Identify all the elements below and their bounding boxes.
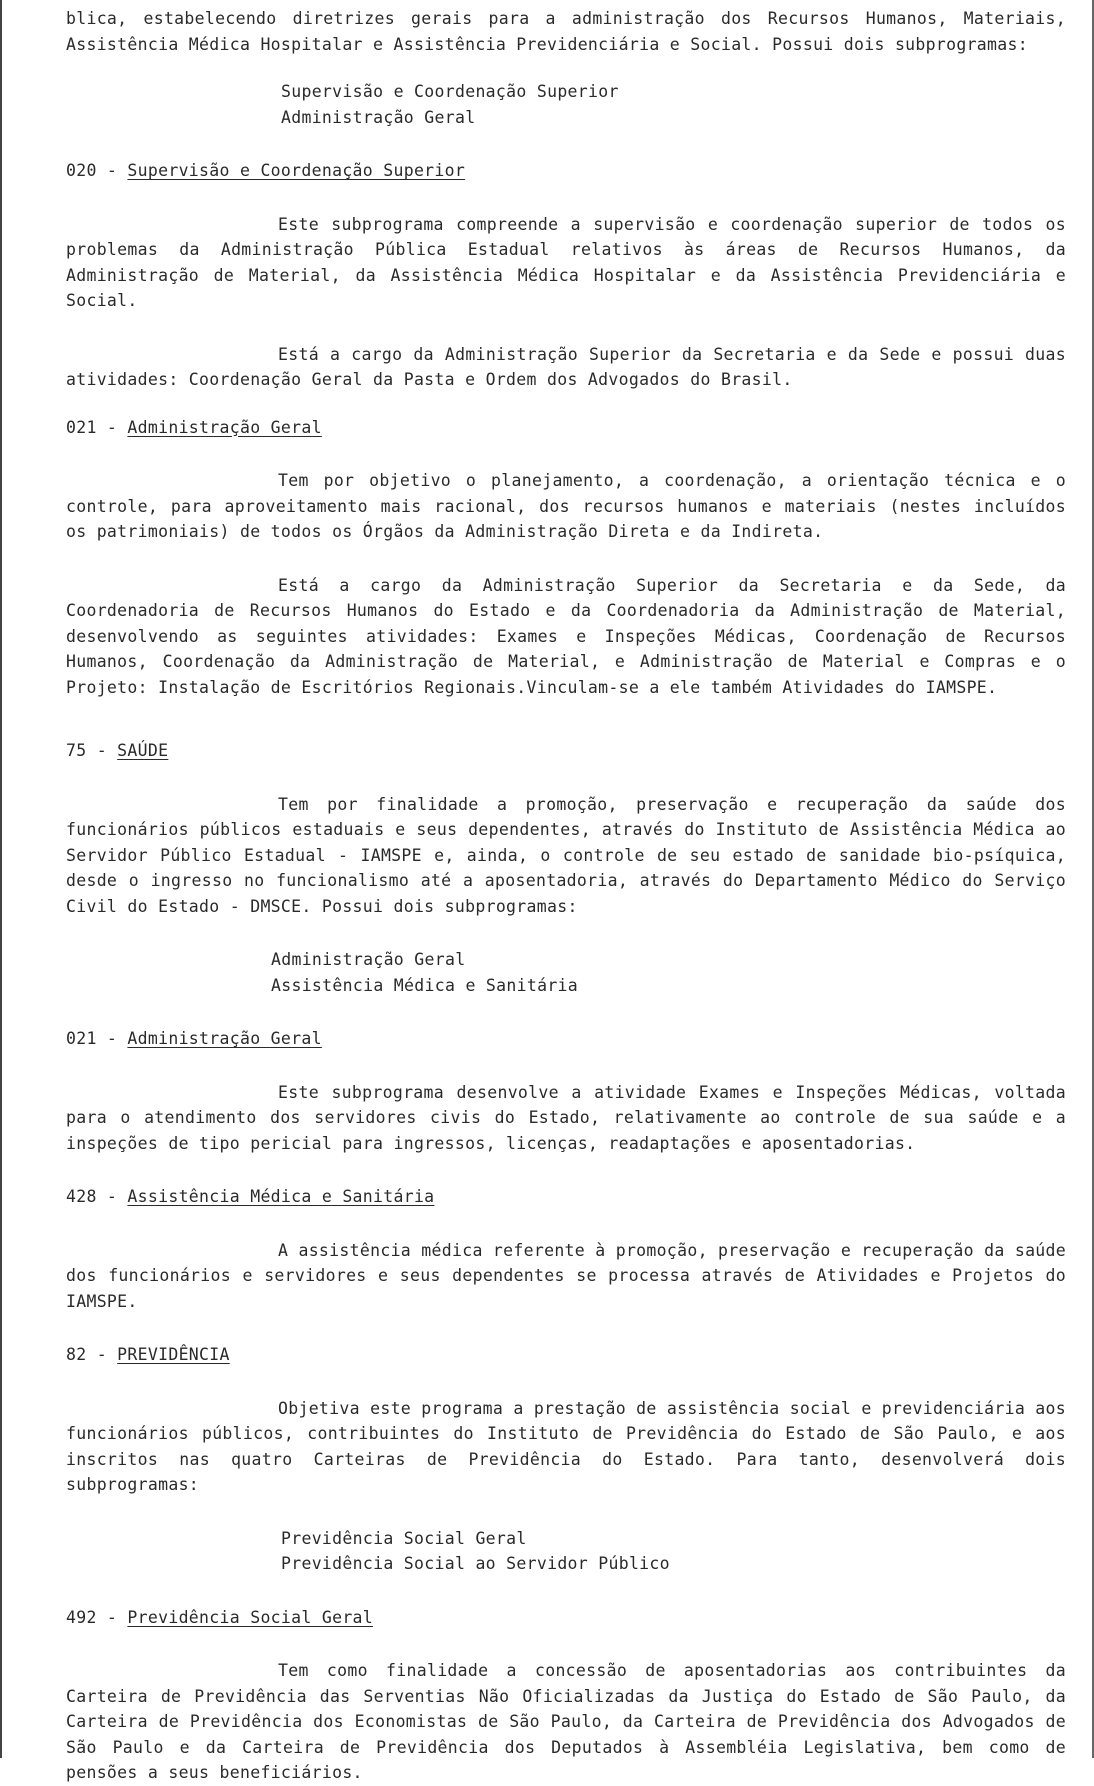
list-item: Previdência Social ao Servidor Público — [281, 1554, 670, 1573]
heading-title: PREVIDÊNCIA — [117, 1345, 230, 1364]
section-heading-75 — [66, 738, 1066, 764]
section-heading-428 — [66, 1184, 1066, 1210]
heading-code: 428 - — [66, 1187, 118, 1206]
heading-title: Administração Geral — [127, 417, 322, 437]
paragraph: Tem por finalidade a promoção, preservação e recuperação da saúde dos funcionários públicos estaduais e seus dependentes, através do Instituto de Assistência Médica ao Servidor Público Estadual - IAMSPE e, ainda, o controle de seu estado de sanidade bio-psíquica, desde o ingresso no funcionalismo até a aposentadoria, através do Departamento Médico do Serviço Civil do Estado - DMSCE. Possui dois subprogramas: — [66, 794, 1066, 916]
heading-code: 021 - — [66, 417, 118, 437]
heading-code: 492 - — [66, 1607, 118, 1627]
heading-title: Administração Geral — [127, 1029, 322, 1048]
paragraph: Este subprograma compreende a supervisão e coordenação superior de todos os problemas da Administração Pública Estadual relativos às áreas de Recursos Humanos, da Administração de Material, da Assistência Médica Hospitalar e da Assistência Previdenciária e Social. — [66, 214, 1066, 310]
heading-title: Previdência Social Geral — [127, 1607, 374, 1627]
paragraph: A assistência médica referente à promoção, preservação e recuperação da saúde dos funcionários e servidores e seus dependentes se processa através de Atividades e Projetos do IAMSPE. — [66, 1240, 1067, 1311]
list-item: Supervisão e Coordenação Superior — [281, 82, 619, 101]
heading-code: 020 - — [66, 161, 118, 180]
document-body — [66, 6, 1066, 1786]
section-heading-82 — [66, 1342, 1066, 1368]
paragraph: Este subprograma desenvolve a atividade Exames e Inspeções Médicas, voltada para o atendimento dos servidores civis do Estado, relativamente ao controle de sua saúde e a inspeções de tipo pericial para ingressos, licenças, readaptações e aposentadorias. — [66, 1082, 1066, 1153]
heading-code: 75 - — [66, 741, 107, 760]
heading-code: 82 - — [66, 1345, 107, 1364]
section-heading-492 — [66, 1605, 1066, 1631]
section-heading-021 — [66, 415, 1066, 441]
paragraph: Está a cargo da Administração Superior da Secretaria e da Sede, da Coordenadoria de Recursos Humanos do Estado e da Coordenadoria da Administração de Material, desenvolvendo as seguintes atividades: Exames e Inspeções Médicas, Coordenação de Recursos Humanos, Coordenação da Administração de Material, e Administração de Material e Compras e o Projeto: Instalação de Escritórios Regionais.Vinculam-se a ele também Atividades do IAMSPE. — [66, 575, 1066, 697]
list-item: Assistência Médica e Sanitária — [271, 975, 579, 995]
subprogram-list — [66, 947, 1066, 998]
list-item: Previdência Social Geral — [281, 1528, 527, 1548]
heading-title: SAÚDE — [117, 741, 169, 760]
list-item: Administração Geral — [281, 107, 476, 127]
section-heading-020 — [66, 158, 1066, 184]
paragraph: Está a cargo da Administração Superior da Secretaria e da Sede e possui duas atividades: Coordenação Geral da Pasta e Ordem dos Advogados do Brasil. — [66, 344, 1066, 389]
subprogram-list — [66, 79, 1066, 130]
heading-code: 021 - — [66, 1029, 118, 1048]
paragraph: Tem como finalidade a concessão de aposentadorias aos contribuintes da Carteira de Previdência das Serventias Não Oficializadas da Justiça do Estado de São Paulo, da Carteira de Previdência dos Economistas de São Paulo, da Carteira de Previdência dos Advogados de São Paulo e da Carteira de Previdência dos Deputados à Assembléia Legislativa, bem como de pensões a seus beneficiários. — [66, 1661, 1066, 1782]
paragraph: Tem por objetivo o planejamento, a coordenação, a orientação técnica e o controle, para aproveitamento mais racional, dos recursos humanos e materiais (nestes incluídos os patrimoniais) de todos os Órgãos da Administração Direta e da Indireta. — [66, 471, 1066, 541]
section-heading-021-saude — [66, 1026, 1066, 1052]
paragraph: Objetiva este programa a prestação de assistência social e previdenciária aos funcionários públicos, contribuintes do Instituto de Previdência do Estado de São Paulo, e aos inscritos nas quatro Carteiras de Previdência do Estado. Para tanto, desenvolverá dois subprogramas: — [66, 1398, 1067, 1494]
subprogram-list — [66, 1526, 1066, 1577]
list-item: Administração Geral — [271, 950, 466, 969]
heading-title: Supervisão e Coordenação Superior — [127, 161, 466, 180]
heading-title: Assistência Médica e Sanitária — [127, 1187, 435, 1206]
paragraph: blica, estabelecendo diretrizes gerais para a administração dos Recursos Humanos, Materiais, Assistência Médica Hospitalar e Assistência Previdenciária e Social. Possui dois subprogramas: — [66, 9, 1066, 54]
